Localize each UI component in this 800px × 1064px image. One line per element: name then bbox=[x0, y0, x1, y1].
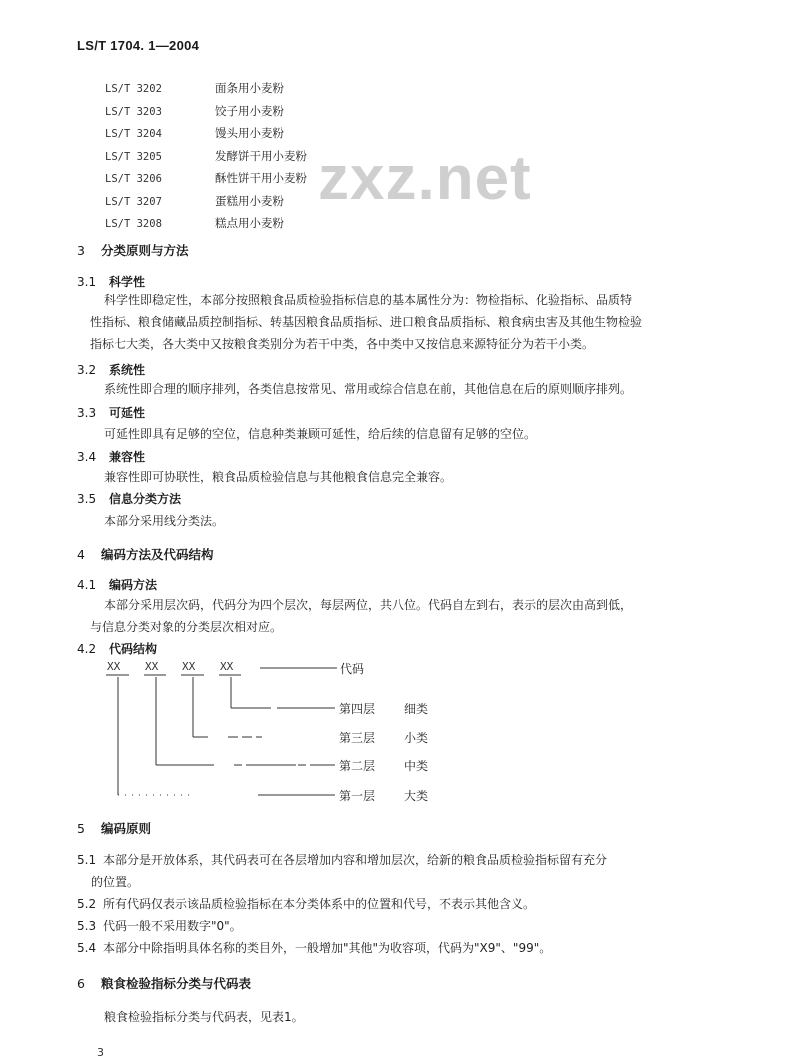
level-4-label: 第四层 bbox=[339, 702, 376, 716]
list-item: LS/T 3206 酥性饼干用小麦粉 bbox=[105, 171, 307, 185]
list-item: LS/T 3204 馒头用小麦粉 bbox=[105, 126, 284, 140]
section-3-5-body: 本部分采用线分类法。 bbox=[104, 514, 225, 528]
level-3-category: 小类 bbox=[404, 731, 429, 745]
section-4-2-heading: 4.2 代码结构 bbox=[77, 642, 158, 656]
section-3-1-body: 科学性即稳定性，本部分按照粮食品质检验指标信息的基本属性分为：物检指标、化验指标、品质特 性指标、粮食储藏品质控制指标、转基因粮食品质指标、进口粮食品质指标、粮食病虫害及其他生物检验 指标七大类，各大类中又按粮食类别分为若干中类，各中类中又按信息来源特征分为若干小类。 bbox=[90, 293, 643, 351]
section-3-4-body: 兼容性即可协联性，粮食品质检验信息与其他粮食信息完全兼容。 bbox=[104, 470, 453, 484]
level-4-category: 细类 bbox=[404, 702, 429, 716]
list-item: LS/T 3202 面条用小麦粉 bbox=[105, 81, 284, 95]
section-6-body: 粮食检验指标分类与代码表，见表1。 bbox=[104, 1010, 304, 1024]
section-3-1-heading: 3.1 科学性 bbox=[77, 275, 146, 289]
code-label: 代码 bbox=[340, 662, 365, 676]
list-item: LS/T 3208 糕点用小麦粉 bbox=[105, 216, 284, 230]
level-1-label: 第一层 bbox=[339, 789, 376, 803]
level-2-category: 中类 bbox=[404, 759, 429, 773]
list-item: LS/T 3203 饺子用小麦粉 bbox=[105, 103, 284, 118]
section-6-heading: 6 粮食检验指标分类与代码表 bbox=[77, 976, 252, 991]
level-2-label: 第二层 bbox=[339, 759, 376, 773]
section-3-2-body: 系统性即合理的顺序排列，各类信息按常见、常用或综合信息在前，其他信息在后的原则顺序排列。 bbox=[104, 382, 633, 396]
level-1-category: 大类 bbox=[404, 789, 429, 803]
section-5-3: 5.3 代码一般不采用数字"0"。 bbox=[77, 919, 242, 933]
code-pair-2: XX bbox=[145, 660, 159, 673]
code-pair-3: XX bbox=[182, 660, 196, 673]
section-3-3-heading: 3.3 可延性 bbox=[77, 406, 146, 420]
section-3-4-heading: 3.4 兼容性 bbox=[77, 450, 146, 464]
watermark-logo: zxz.net bbox=[318, 144, 532, 213]
section-3-heading: 3 分类原则与方法 bbox=[77, 243, 189, 258]
section-5-heading: 5 编码原则 bbox=[77, 821, 152, 836]
section-3-2-heading: 3.2 系统性 bbox=[77, 363, 146, 377]
section-5-4: 5.4 本部分中除指明具体名称的类目外，一般增加"其他"为收容项，代码为"X9"、"99"。 bbox=[77, 941, 552, 955]
section-3-5-heading: 3.5 信息分类方法 bbox=[77, 492, 182, 506]
list-item: LS/T 3205 发酵饼干用小麦粉 bbox=[105, 148, 307, 163]
level-3-label: 第三层 bbox=[339, 731, 376, 745]
page-number: 3 bbox=[97, 1046, 104, 1059]
section-3-3-body: 可延性即具有足够的空位，信息种类兼顾可延性，给后续的信息留有足够的空位。 bbox=[104, 427, 537, 441]
standard-number-header: LS/T 1704. 1—2004 bbox=[77, 38, 200, 53]
code-pair-1: XX bbox=[107, 660, 121, 673]
section-4-1-heading: 4.1 编码方法 bbox=[77, 578, 158, 592]
section-4-heading: 4 编码方法及代码结构 bbox=[77, 547, 214, 562]
section-4-1-body: 本部分采用层次码，代码分为四个层次，每层两位，共八位。代码自左到右，表示的层次由高到低， 与信息分类对象的分类层次相对应。 bbox=[90, 598, 633, 634]
code-pair-4: XX bbox=[220, 660, 234, 673]
section-5-2: 5.2 所有代码仅表示该品质检验指标在本分类体系中的位置和代号，不表示其他含义。 bbox=[77, 897, 536, 911]
list-item: LS/T 3207 蛋糕用小麦粉 bbox=[105, 193, 284, 208]
section-5-1: 5.1 本部分是开放体系，其代码表可在各层增加内容和增加层次，给新的粮食品质检验指标留有充分 的位置。 bbox=[77, 853, 608, 889]
